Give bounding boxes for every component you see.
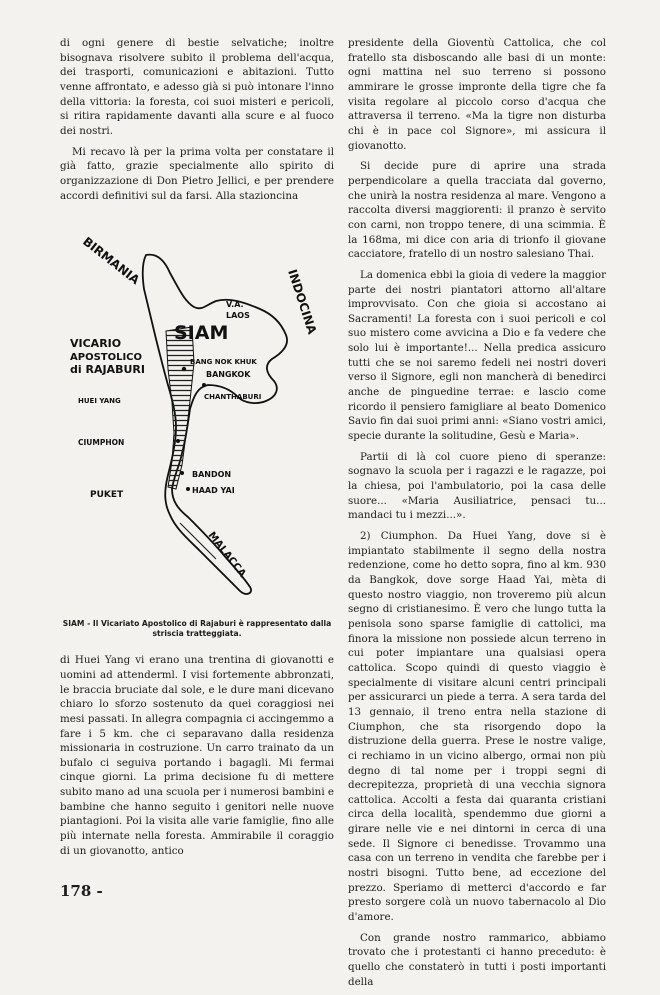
label-indocina: INDOCINA: [285, 267, 320, 337]
siam-map: [60, 213, 334, 613]
paragraph: Con grande nostro rammarico, abbiamo trovato che i protestanti ci hanno preceduto: è quello che constaterò in tutti i posti importanti della: [348, 931, 606, 988]
paragraph: Mi recavo là per la prima volta per constatare il già fatto, grazie specialmente allo spirito di organizzazione di Don Pietro Jellici, e per prendere accordi definitivi sul da farsi. Alla stazioncina: [60, 145, 334, 202]
paragraph: di ogni genere di bestie selvatiche; inoltre bisognava risolvere subito il problema dell'acqua, dei trasporti, comunicazioni e abitazioni. Tutto venne affrontato, e adesso già si può intonare l'inno della vittoria: la foresta, coi suoi misteri e pericoli, si ritira rapidamente davanti alla scure e al fuoco dei nostri.: [60, 37, 334, 137]
label-malacca: MALACCA: [205, 530, 248, 580]
label-haad-yai: HAAD YAI: [192, 486, 235, 496]
label-siam: SIAM: [174, 322, 229, 345]
label-vicario: VICARIO: [70, 337, 122, 351]
label-birmania: BIRMANIA: [80, 234, 143, 288]
label-bangkok: BANGKOK: [206, 370, 251, 380]
label-bandon: BANDON: [192, 470, 232, 480]
label-puket: PUKET: [90, 490, 124, 501]
label-ciumphon: CIUMPHON: [78, 438, 125, 448]
paragraph: Si decide pure di aprire una strada perpendicolare a quella tracciata dal governo, che unirà la nostra residenza al mare. Vengono a raccolta diversi maggiorenti: il pranzo è servito con carni, non troppo tenere, di una scimmia. È la 168ma, mi dice con aria di trionfo il giovane cacciatore, fratello di un nostro salesiano Thai.: [348, 160, 606, 261]
paragraph: 2) Ciumphon. Da Huei Yang, dove si è impiantato stabilmente il segno della nostra redenzione, come ho detto sopra, fino al km. 930 da Bangkok, dove sorge Haad Yai, mèta di questo nostro viaggio, non troveremo più alcun segno di cristianesimo. È vero che lungo tutta la penisola sono sparse famiglie di cattolici, ma finora la missione non possiede alcun terreno in cui poter impiantare una qualsiasi opera cattolica. Scopo quindi di questo viaggio è specialmente di visitare alcuni centri principali per assicurarci un piede a terra. A sera tarda del 13 gennaio, il treno entra nella stazione di Ciumphon, che sta risorgendo dopo la distruzione della guerra. Prese le nostre valige, ci rechiamo in un vicino albergo, ormai non più degno di tal nome per i troppi segni di decrepitezza, proprietà di una vecchia signora cattolica. Accolti a festa dai quaranta cristiani circa della località, spendemmo due giorni a girare nelle vie e nei dintorni in cerca di una sede. Il Signore ci benedisse. Trovammo una casa con un terreno in vendita che farebbe per i nostri bisogni. Tutto bene, ad eccezione del prezzo. Speriamo di metterci d'accordo e far presto sorgere colà un nuovo tabernacolo al Dio d'amore.: [348, 530, 606, 924]
paragraph: di Huei Yang vi erano una trentina di giovanotti e uomini ad attenderml. I visi fortemente abbronzati, le braccia bruciate dal sole, e le dure mani dicevano chiaro lo sforzo sostenuto da quei coraggiosi nei mesi passati. In allegra compagnia ci accingemmo a fare i 5 km. che ci separavano dalla residenza missionaria in costruzione. Un carro trainato da un bufalo ci seguiva portando i bagagli. Mi fermai cinque giorni. La prima decisione fu di mettere subito mano ad una scuola per i numerosi bambini e bambine che hanno seguito i genitori nelle nuove piantagioni. Poi la visita alle varie famiglie, fino alle più internate nella foresta. Ammirabile il coraggio di un giovanotto, antico: [60, 654, 334, 857]
label-huei-yang: HUEI YANG: [78, 397, 121, 406]
map-caption: SIAM - Il Vicariato Apostolico di Rajaburi è rappresentato dalla striscia tratteggiata.: [62, 619, 332, 639]
page-number: 178 -: [60, 882, 103, 900]
label-laos: LAOS: [226, 311, 250, 321]
siam-map-figure: [60, 213, 334, 613]
label-apostolico: APOSTOLICO: [70, 352, 143, 364]
paragraph: Partii di là col cuore pieno di speranze: sognavo la scuola per i ragazzi e le ragazze, poi la chiesa, poi l'ambulatorio, poi la casa delle suore... «Maria Ausiliatrice, pensaci tu... mandaci tu i mezzi...».: [348, 450, 606, 522]
left-column: [60, 36, 334, 864]
paragraph: La domenica ebbi la gioia di vedere la maggior parte dei nostri piantatori attorno all'altare improvvisato. Con che gioia si accostano ai Sacramenti! La foresta con i suoi pericoli e col suo mistero come avvicina a Dio e fa vedere che solo lui è importante!... Nella predica assicuro tutti che se noi saremo fedeli nei nostri doveri verso il Signore, egli non mancherà di benedirci anche de pinguedine terrae: e lascio come ricordo il pensiero famigliare al beato Domenico Savio fin dai suoi primi anni: «Siano vostri amici, specie durante la solitudine, Gesù e Maria».: [348, 268, 606, 443]
label-rajaburi: di RAJABURI: [70, 363, 145, 377]
label-chanthaburi: CHANTHABURI: [204, 393, 262, 402]
paragraph: presidente della Gioventù Cattolica, che col fratello sta disboscando alle basi di un monte: ogni mattina nel suo terreno si possono ammirare le grosse impronte della tigre che fa visita regolare al piccolo corso d'acqua che attraversa il terreno. «Ma la tigre non disturba chi è in pace col Signore», mi assicura il giovanotto.: [348, 37, 606, 152]
right-column: [348, 36, 606, 995]
label-va: V.A.: [226, 300, 244, 310]
label-bang-nok-khuk: BANG NOK KHUK: [190, 358, 257, 367]
